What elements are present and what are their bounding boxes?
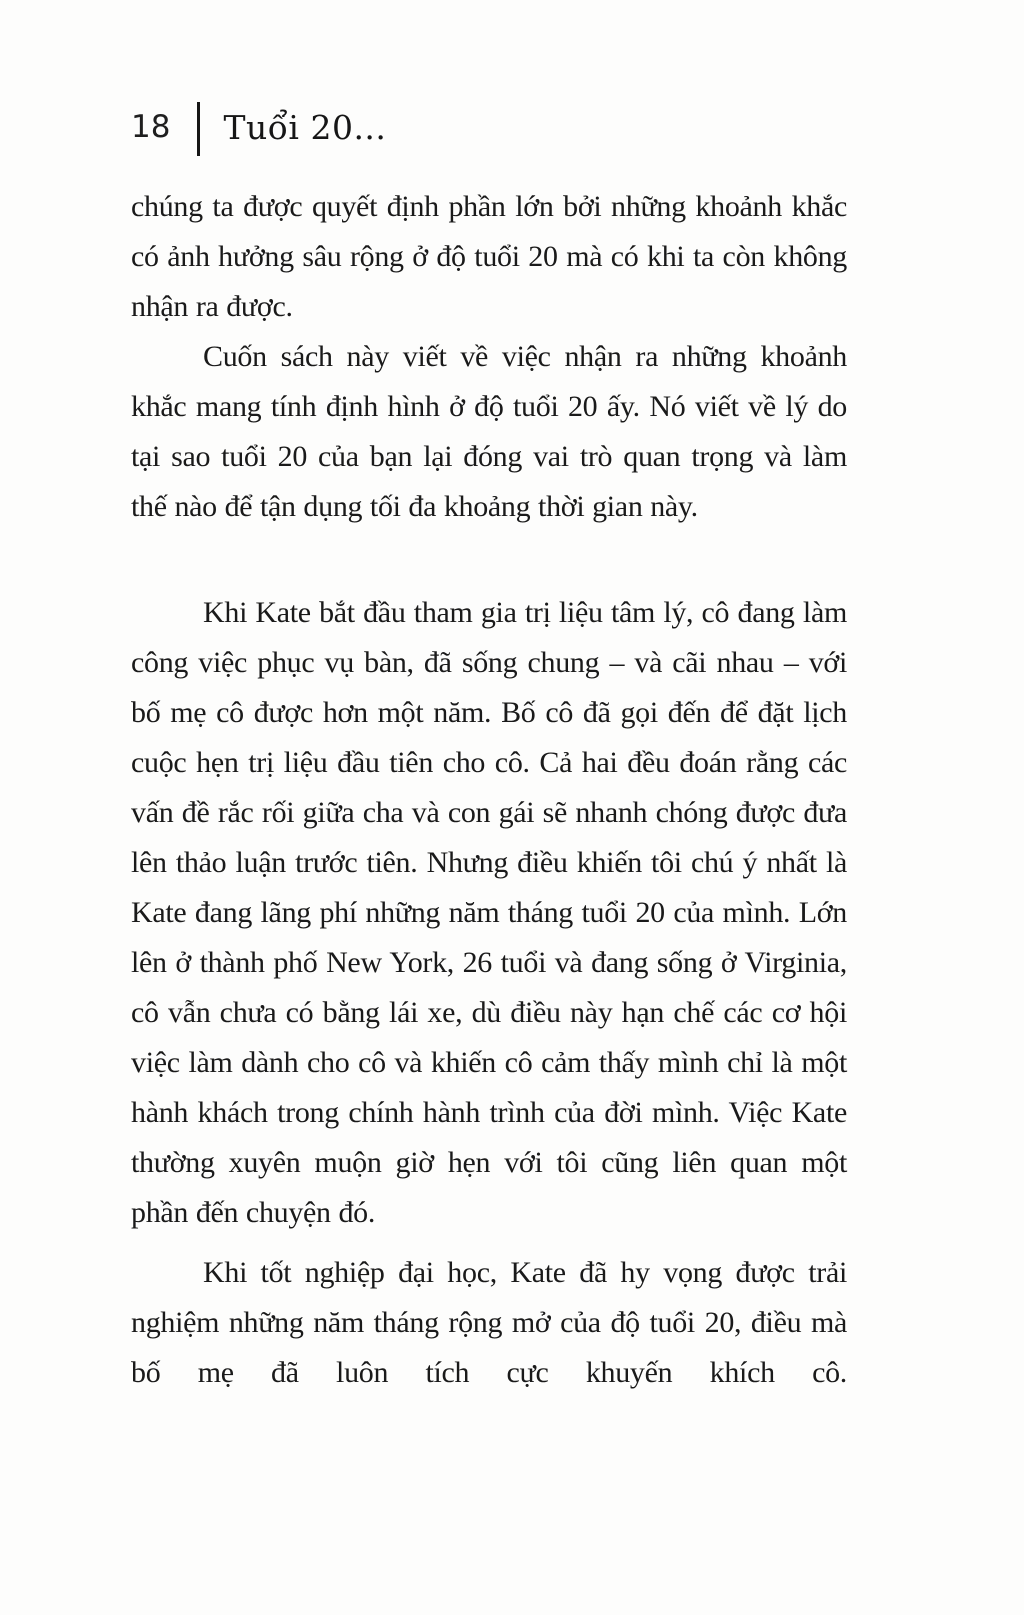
running-title: Tuổi 20... xyxy=(223,107,387,147)
paragraph-kate-graduation: Khi tốt nghiệp đại học, Kate đã hy vọng được trải nghiệm những năm tháng rộng mở của độ tuổi 20, điều mà bố mẹ đã luôn tích cực khuyến khích cô. xyxy=(131,1256,847,1389)
page-content xyxy=(131,182,847,1398)
paragraph-book-intro: Cuốn sách này viết về việc nhận ra những khoảnh khắc mang tính định hình ở độ tuổi 20 ấy. Nó viết về lý do tại sao tuổi 20 của bạn lại đóng vai trò quan trọng và làm thế nào để tận dụng tối đa khoảng thời gian này. xyxy=(131,340,847,523)
paragraph-continuation: chúng ta được quyết định phần lớn bởi những khoảnh khắc có ảnh hưởng sâu rộng ở độ tuổi 20 mà có khi ta còn không nhận ra được. xyxy=(131,190,847,323)
header-divider xyxy=(197,102,200,156)
paragraph-kate-story: Khi Kate bắt đầu tham gia trị liệu tâm lý, cô đang làm công việc phục vụ bàn, đã sống chung – và cãi nhau – với bố mẹ cô được hơn một năm. Bố cô đã gọi đến để đặt lịch cuộc hẹn trị liệu đầu tiên cho cô. Cả hai đều đoán rằng các vấn đề rắc rối giữa cha và con gái sẽ nhanh chóng được đưa lên thảo luận trước tiên. Nhưng điều khiến tôi chú ý nhất là Kate đang lãng phí những năm tháng tuổi 20 của mình. Lớn lên ở thành phố New York, 26 tuổi và đang sống ở Virginia, cô vẫn chưa có bằng lái xe, dù điều này hạn chế các cơ hội việc làm dành cho cô và khiến cô cảm thấy mình chỉ là một hành khách trong chính hành trình của đời mình. Việc Kate thường xuyên muộn giờ hẹn với tôi cũng liên quan một phần đến chuyện đó. xyxy=(131,596,847,1229)
page-header xyxy=(131,102,386,156)
page-number: 18 xyxy=(131,108,171,145)
